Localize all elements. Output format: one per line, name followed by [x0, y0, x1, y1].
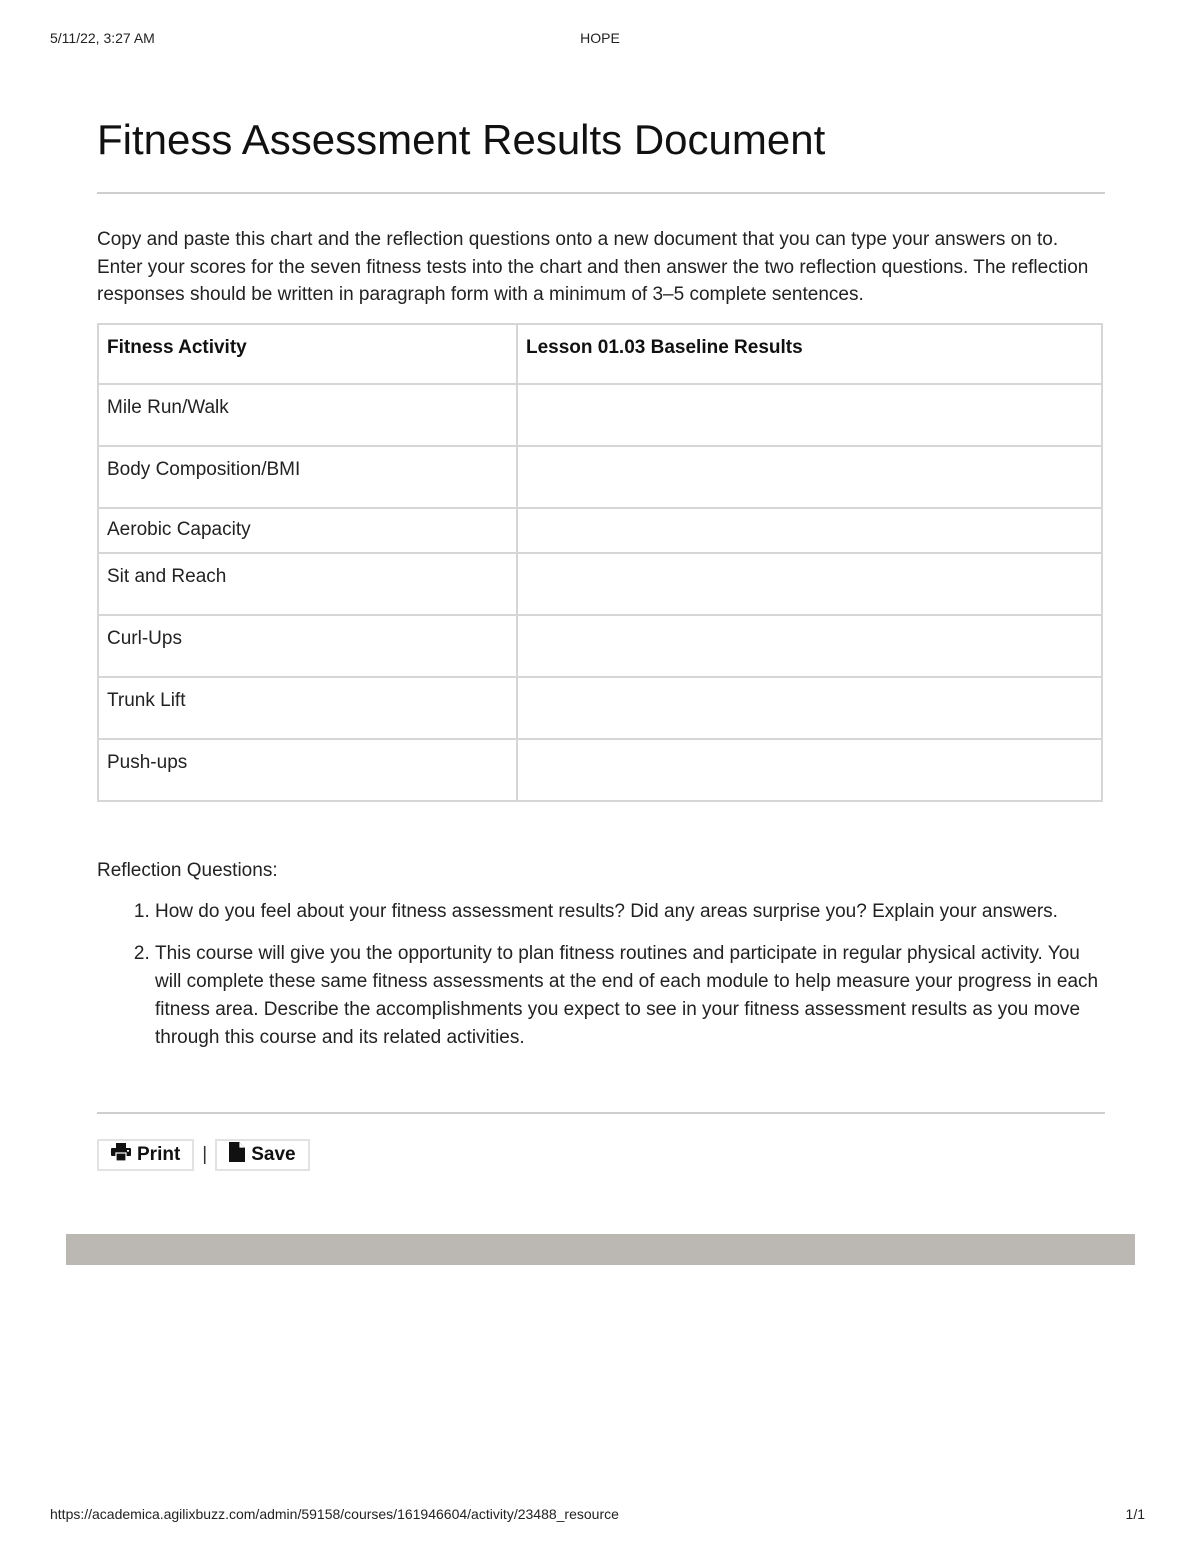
list-item: 1. How do you feel about your fitness assessment results? Did any areas surprise you? Explain your answers.	[155, 898, 1105, 926]
table-header-row	[98, 324, 1102, 384]
activity-cell: Body Composition/BMI	[98, 446, 517, 508]
intro-paragraph: Copy and paste this chart and the reflection questions onto a new document that you can type your answers on to. Enter your scores for the seven fitness tests into the chart and then answer the two reflection questions. The reflection responses should be written in paragraph form with a minimum of 3–5 complete sentences.	[97, 229, 1089, 305]
print-label: Print	[137, 1143, 181, 1165]
document-icon	[229, 1142, 251, 1168]
print-page-title: HOPE	[580, 30, 620, 46]
footer-bar	[66, 1234, 1135, 1265]
result-cell	[517, 615, 1102, 677]
fitness-results-table	[97, 323, 1103, 802]
list-item: 2. This course will give you the opportunity to plan fitness routines and participate in regular physical activity. You will complete these same fitness assessments at the end of each module to help measure your progress in each fitness area. Describe the accomplishments you expect to see in your fitness assessment results as you move through this course and its related activities.	[155, 940, 1105, 1052]
table-row	[98, 677, 1102, 739]
activity-cell: Aerobic Capacity	[98, 508, 517, 553]
column-header-results: Lesson 01.03 Baseline Results	[517, 324, 1102, 384]
table-row	[98, 615, 1102, 677]
result-cell	[517, 677, 1102, 739]
page-title: Fitness Assessment Results Document	[97, 116, 826, 163]
document-toolbar	[97, 1138, 1105, 1172]
activity-cell: Push-ups	[98, 739, 517, 801]
result-cell	[517, 446, 1102, 508]
table-row	[98, 384, 1102, 446]
footer-divider	[97, 1112, 1105, 1114]
activity-cell: Mile Run/Walk	[98, 384, 517, 446]
activity-cell: Trunk Lift	[98, 677, 517, 739]
table-row	[98, 446, 1102, 508]
printer-icon	[111, 1143, 137, 1167]
reflection-question-list	[97, 898, 1105, 1052]
print-date: 5/11/22, 3:27 AM	[50, 30, 155, 46]
activity-cell: Sit and Reach	[98, 553, 517, 615]
result-cell	[517, 508, 1102, 553]
toolbar-separator: |	[202, 1143, 208, 1165]
result-cell	[517, 553, 1102, 615]
table-row	[98, 739, 1102, 801]
save-label: Save	[251, 1143, 296, 1165]
title-divider	[97, 192, 1105, 194]
reflection-heading: Reflection Questions:	[97, 859, 278, 881]
result-cell	[517, 384, 1102, 446]
table-row	[98, 553, 1102, 615]
print-url: https://academica.agilixbuzz.com/admin/59158/courses/161946604/activity/23488_resource	[50, 1506, 619, 1522]
page-number: 1/1	[1125, 1506, 1145, 1522]
print-button[interactable]	[97, 1139, 194, 1171]
print-header	[50, 30, 1150, 48]
table-row	[98, 508, 1102, 553]
print-footer	[50, 1506, 1145, 1524]
document-content	[97, 112, 1105, 1172]
activity-cell: Curl-Ups	[98, 615, 517, 677]
result-cell	[517, 739, 1102, 801]
save-button[interactable]	[215, 1139, 309, 1171]
column-header-activity: Fitness Activity	[98, 324, 517, 384]
